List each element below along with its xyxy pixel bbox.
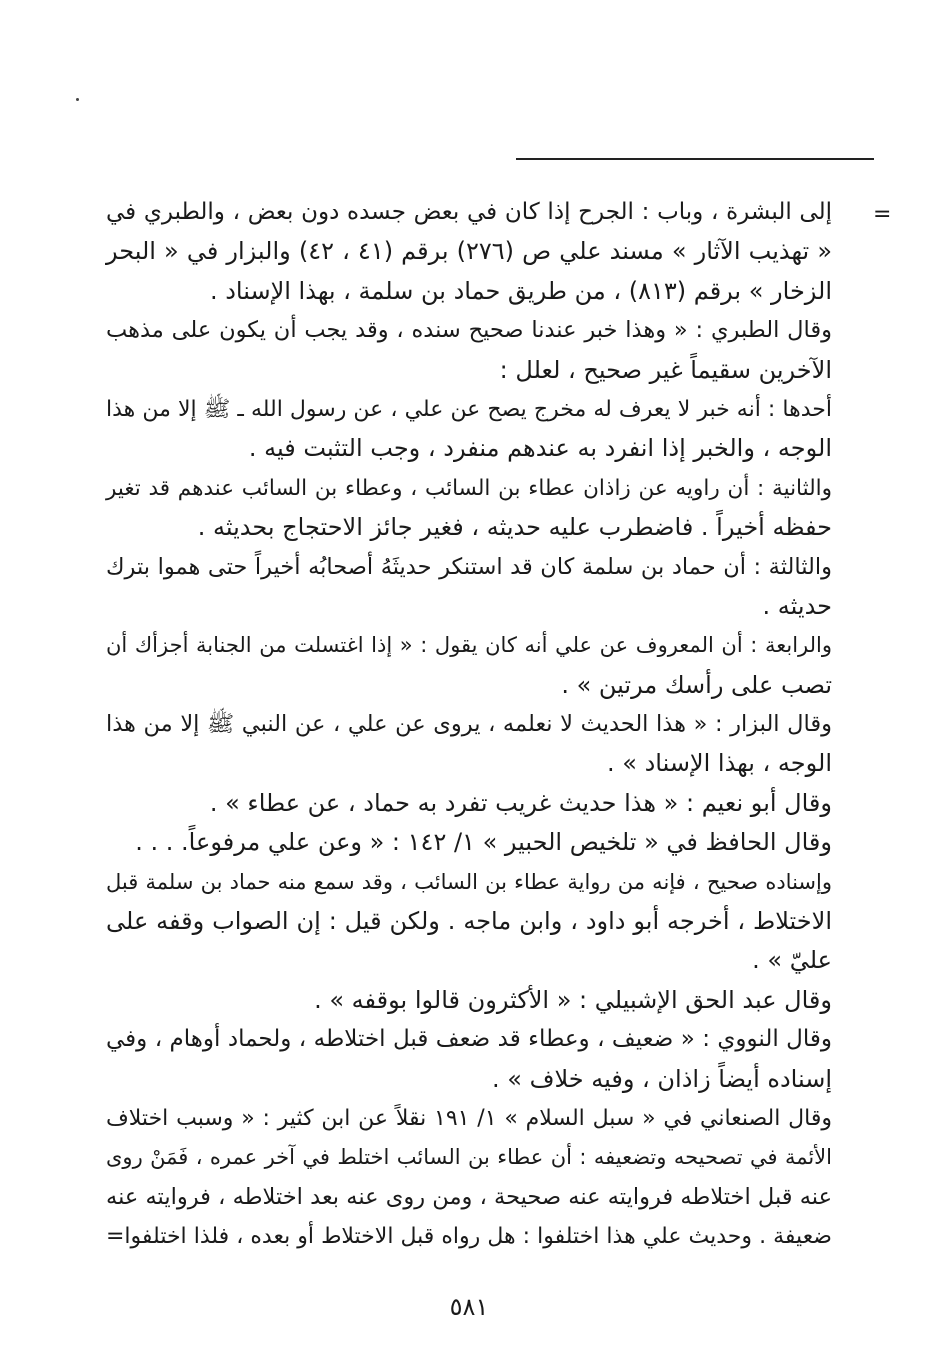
- text-line: إلى البشرة ، وباب : الجرح إذا كان في بعض جسده دون بعض ، والطبري في: [106, 199, 832, 225]
- footnote-separator-rule: [516, 158, 874, 160]
- text-line: تصب على رأسك مرتين » .: [561, 670, 832, 699]
- page-number: ٥٨١: [449, 1293, 489, 1321]
- text-line: عليّ » .: [752, 946, 832, 975]
- text-line: الاختلاط ، أخرجه أبو داود ، وابن ماجه . ولكن قيل : إن الصواب وقفه على: [106, 907, 832, 936]
- text-line: وقال عبد الحق الإشبيلي : « الأكثرون قالوا بوقفه » .: [314, 985, 832, 1014]
- text-line: والرابعة : أن المعروف عن علي أنه كان يقول : « إذا اغتسلت من الجنابة أجزأك أن: [106, 633, 832, 658]
- footnote-text-block: [106, 193, 832, 1257]
- text-line: وقال الحافظ في « تلخيص الحبير » ١/ ١٤٢ : « وعن علي مرفوعاً. . . .: [135, 828, 832, 857]
- text-line: وقال البزار : « هذا الحديث لا نعلمه ، يروى عن علي ، عن النبي ﷺ إلا من هذا: [106, 711, 832, 738]
- text-line: « تهذيب الآثار » مسند علي ص (٢٧٦) برقم (٤١ ، ٤٢) والبزار في « البحر: [106, 237, 832, 266]
- text-line: أحدها : أنه خبر لا يعرف له مخرج يصح عن علي ، عن رسول الله ـ ﷺ إلا من هذا: [106, 396, 832, 422]
- text-line: والثانية : أن راويه عن زاذان عطاء بن السائب ، وعطاء بن السائب عندهم قد تغير: [106, 475, 832, 501]
- text-line: وقال النووي : « ضعيف ، وعطاء قد ضعف قبل اختلاطه ، ولحماد أوهام ، وفي: [106, 1026, 832, 1053]
- text-line: الأئمة في تصحيحه وتضعيفه : أن عطاء بن السائب اختلط في آخر عمره ، فَمَنْ روى: [106, 1145, 832, 1170]
- page-speck: [76, 98, 79, 101]
- text-line: ضعيفة . وحديث علي هذا اختلفوا : هل رواه قبل الاختلاط أو بعده ، فلذا اختلفوا=: [106, 1224, 832, 1250]
- text-line: الوجه ، بهذا الإسناد » .: [607, 749, 832, 778]
- text-line: وقال أبو نعيم : « هذا حديث غريب تفرد به حماد ، عن عطاء » .: [209, 788, 832, 817]
- text-line: إسناده أيضاً زاذان ، وفيه خلاف » .: [492, 1064, 832, 1093]
- text-line: الآخرين سقيماً غير صحيح ، لعلل :: [499, 355, 832, 384]
- text-line: وإسناده صحيح ، فإنه من رواية عطاء بن السائب ، وقد سمع منه حماد بن سلمة قبل: [106, 869, 832, 894]
- text-line: وقال الصنعاني في « سبل السلام » ١/ ١٩١ نقلاً عن ابن كثير : « وسبب اختلاف: [106, 1105, 832, 1131]
- text-line: والثالثة : أن حماد بن سلمة كان قد استنكر حديثَهُ أصحابُه أخيراً حتى هموا بترك: [106, 553, 832, 580]
- text-line: الزخار » برقم (٨١٣) ، من طريق حماد بن سلمة ، بهذا الإسناد .: [209, 276, 832, 305]
- text-line: حفظه أخيراً . فاضطرب عليه حديثه ، فغير جائز الاحتجاج بحديثه .: [197, 513, 832, 542]
- text-line: الوجه ، والخبر إذا انفرد به عندهم منفرد ، وجب التثبت فيه .: [248, 434, 832, 463]
- text-line: عنه قبل اختلاطه فروايته عنه صحيحة ، ومن روى عنه بعد اختلاطه ، فروايته عنه: [106, 1183, 832, 1210]
- text-line: وقال الطبري : « وهذا خبر عندنا صحيح سنده ، وقد يجب أن يكون على مذهب: [106, 317, 832, 344]
- text-line: حديثه .: [762, 591, 832, 620]
- continuation-marker: =: [873, 202, 892, 227]
